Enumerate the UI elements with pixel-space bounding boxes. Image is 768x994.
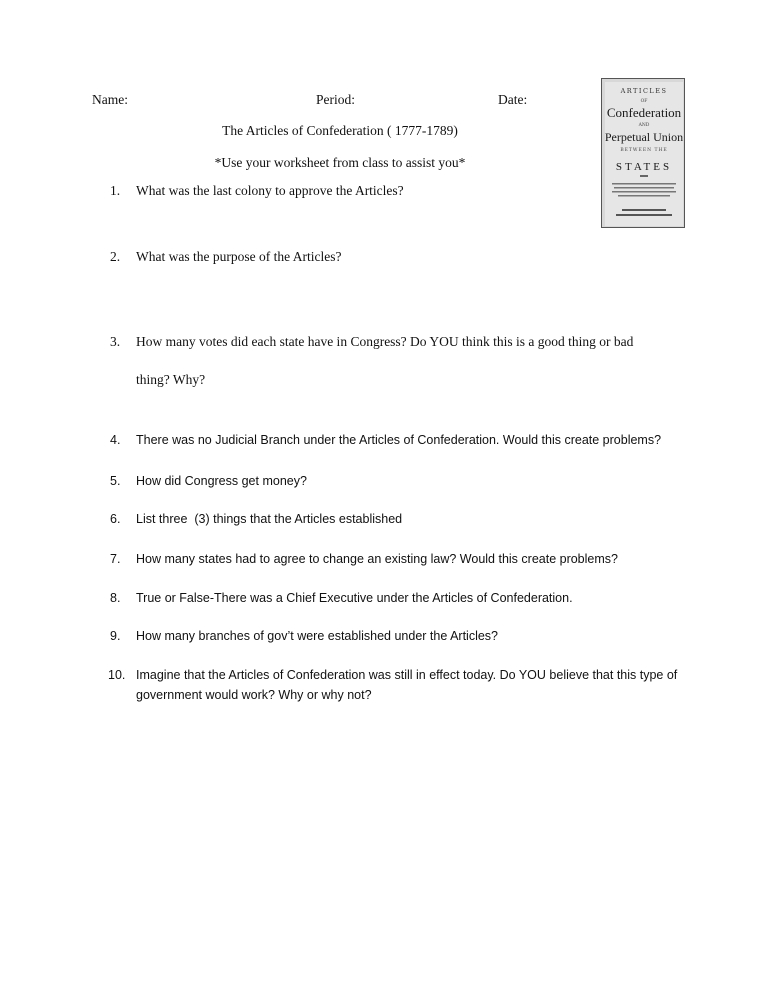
question-number: 10. [108, 668, 126, 682]
question-5 [110, 471, 690, 491]
question-number: 7. [110, 552, 121, 566]
question-number: 1. [110, 183, 121, 198]
cover-line: OF [640, 99, 648, 104]
question-number: 5. [110, 474, 121, 488]
question-text: True or False-There was a Chief Executive under the Articles of Confederation. [136, 591, 573, 605]
cover-line: ARTICLES [620, 87, 668, 95]
cover-line: Perpetual Union [604, 130, 684, 144]
question-number: 8. [110, 591, 121, 605]
question-number: 3. [110, 334, 121, 349]
cover-line: STATES [615, 161, 673, 173]
question-text: What was the purpose of the Articles? [136, 249, 342, 264]
question-6 [110, 509, 690, 529]
question-text: There was no Judicial Branch under the Articles of Confederation. Would this create problems? [136, 433, 662, 447]
question-number: 4. [110, 433, 121, 447]
question-7 [110, 549, 690, 569]
cover-line: AND [638, 123, 650, 128]
question-number: 9. [110, 629, 121, 643]
question-9 [110, 626, 690, 646]
worksheet-title: The Articles of Confederation ( 1777-1789) [222, 123, 458, 138]
cover-line: Confederation [606, 105, 682, 120]
articles-cover-image [601, 78, 685, 228]
question-3 [110, 331, 670, 399]
worksheet-subtitle: *Use your worksheet from class to assist you* [214, 155, 466, 170]
question-10 [110, 665, 680, 705]
name-label: Name: [92, 92, 128, 107]
question-text: How many branches of gov’t were established under the Articles? [136, 629, 498, 643]
cover-line: BETWEEN THE [620, 148, 668, 153]
question-text: How did Congress get money? [136, 474, 307, 488]
question-1 [110, 180, 690, 202]
question-text: List three (3) things that the Articles established [136, 512, 403, 526]
question-8 [110, 588, 690, 608]
period-label: Period: [316, 92, 355, 107]
question-text: Imagine that the Articles of Confederation was still in effect today. Do YOU believe that this type of government would work? Why or why not? [136, 668, 678, 702]
question-text: What was the last colony to approve the Articles? [136, 183, 404, 198]
question-number: 2. [110, 249, 121, 264]
question-text: How many states had to agree to change an existing law? Would this create problems? [136, 552, 618, 566]
question-text: How many votes did each state have in Congress? Do YOU think this is a good thing or bad thing? Why? [136, 334, 634, 387]
date-label: Date: [498, 92, 528, 107]
question-4 [110, 430, 690, 450]
question-number: 6. [110, 512, 121, 526]
question-2 [110, 246, 690, 268]
